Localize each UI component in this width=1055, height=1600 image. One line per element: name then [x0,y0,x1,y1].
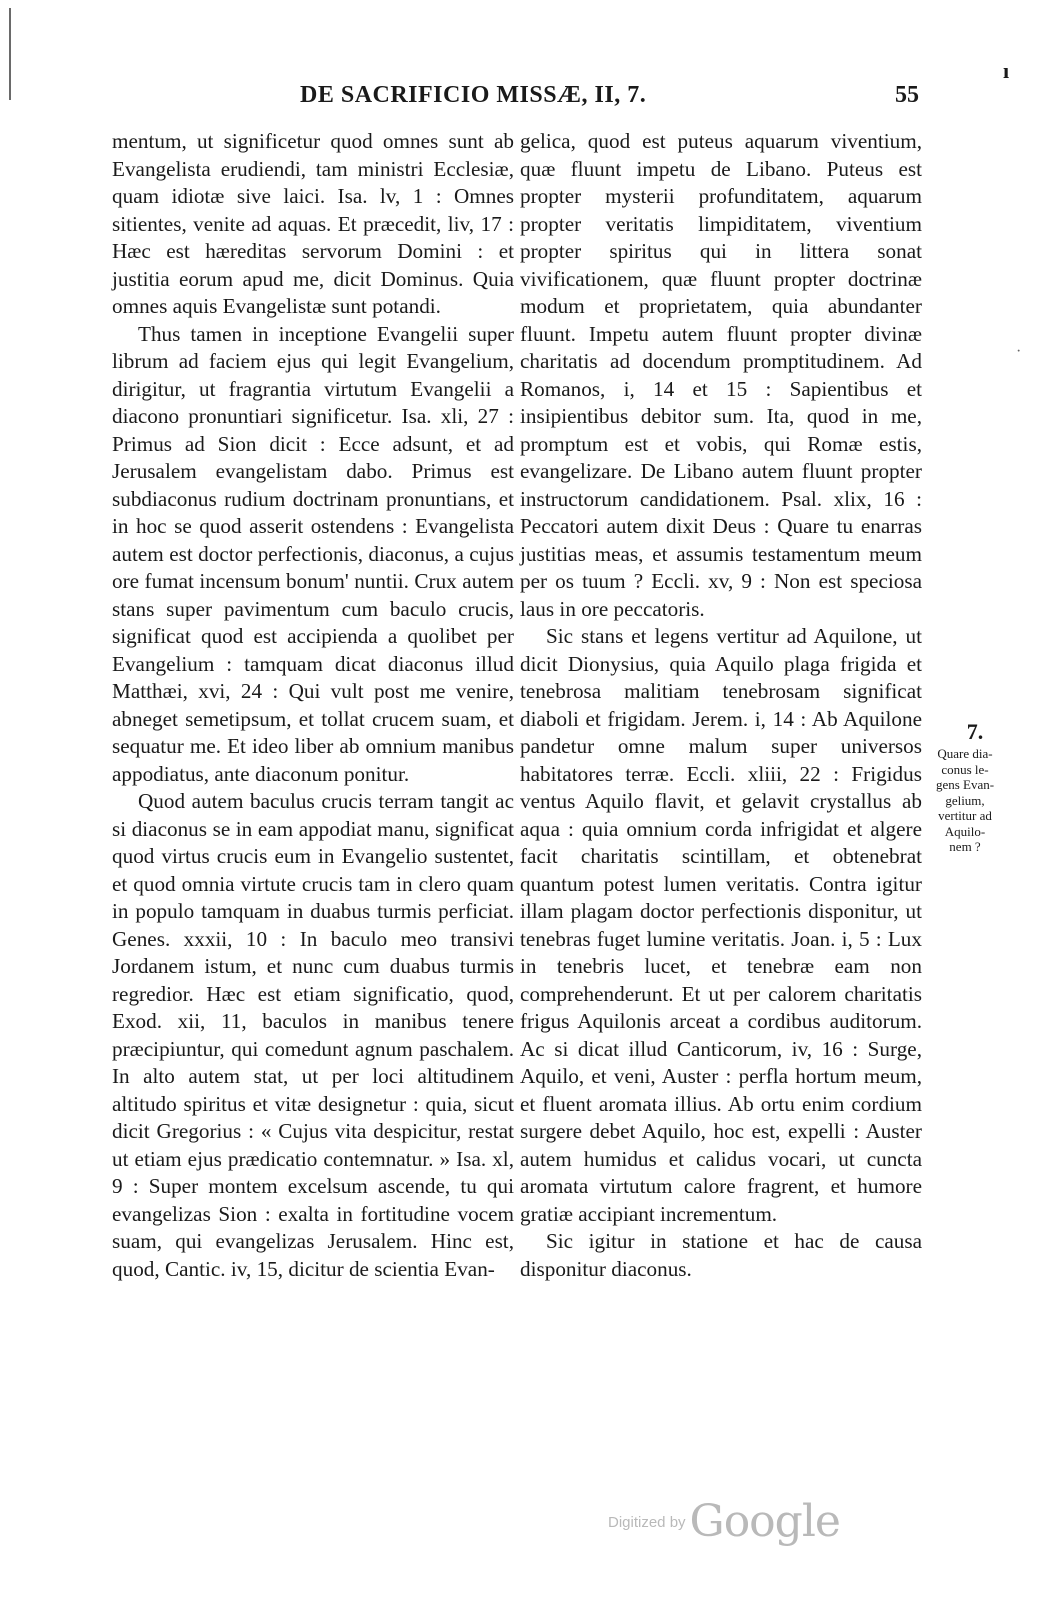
watermark-prefix: Digitized by [608,1514,686,1531]
corner-mark: ı [1003,58,1010,83]
left-column [112,128,514,1283]
google-logo: Google [689,1496,840,1547]
left-paragraph-1: mentum, ut significetur quod omnes sunt ab Evangelista erudiendi, tam ministri Ecclesiæ, quam idiotæ sive laici. Isa. lv, 1 : Omnes sitientes, venite ad aquas. Et præcedit, liv, 17 : Hæc est hæreditas servorum Domini : et justitia eorum apud me, dicit Dominus. Quia omnes aquis Evangelistæ sunt potandi. [112,129,514,318]
page-edge-line [9,8,11,100]
margin-dot: · [1016,343,1022,360]
margin-note: Quare dia- conus le- gens Evan- gelium, vertitur ad Aquilo- nem ? [935,746,995,854]
digitized-watermark [608,1496,840,1547]
running-head: DE SACRIFICIO MISSÆ, II, 7. [300,82,647,108]
left-paragraph-3: Quod autem baculus crucis terram tangit ac si diaconus se in eam appodiat manu, significat quod virtus crucis eum in Evangelio sustentet, et quod omnia virtute crucis tam in clero quam in populo tamquam in duabus turmis perficiat. Genes. xxxii, 10 : In baculo meo transivi Jordanem istum, et nunc cum duabus turmis regredior. Hæc est etiam significatio, quod, Exod. xii, 11, baculos in manibus tenere præcipiuntur, qui comedunt agnum paschalem. In alto autem stat, ut per loci altitudinem altitudo spiritus et vitæ designetur : quia, sicut dicit Gregorius : « Cujus vita despicitur, restat ut etiam ejus prædicatio contemnatur. » Isa. xl, 9 : Super montem excelsum ascende, tu qui evangelizas Sion : exalta in fortitudine vocem suam, qui evangelizas Jerusalem. Hinc est, quod, Cantic. iv, 15, dicitur de scientia Evan- [112,789,514,1281]
right-paragraph-2: Sic stans et legens vertitur ad Aquilone, ut dicit Dionysius, quia Aquilo plaga frigida et tenebrosa malitiam tenebrosam significat diaboli et frigidam. Jerem. i, 14 : Ab Aquilone pandetur omne malum super universos habitatores terræ. Eccli. xliii, 22 : Frigidus ventus Aquilo flavit, et gelavit crystallus ab aqua : quia omnium corda infrigidat et algere facit charitatis scintillam, et obtenebrat quantum potest lumen veritatis. Contra igitur illam plagam doctor perfectionis disponitur, ut tenebras fuget lumine veritatis. Joan. i, 5 : Lux in tenebris lucet, et tenebræ eam non comprehenderunt. Et ut per calorem charitatis frigus Aquilonis arceat a cordibus auditorum. Ac si dicat illud Canticorum, iv, 16 : Surge, Aquilo, et veni, Auster : perfla hortum meum, et fluent aromata illius. Ab ortu enim cordium surgere debet Aquilo, hoc est, expelli : Auster autem humidus et calidus vocari, ut cuncta aromata virtutum calore fragrent, et humore gratiæ accipiant incrementum. [520,624,922,1226]
page-number: 55 [895,82,919,108]
left-paragraph-2: Thus tamen in inceptione Evangelii super librum ad faciem ejus qui legit Evangelium, dirigitur, ut fragrantia virtutum Evangelii a diacono pronuntiari significetur. Isa. xli, 27 : Primus ad Sion dicit : Ecce adsunt, et ad Jerusalem evangelistam dabo. Primus est subdiaconus rudium doctrinam pronuntians, et in hoc se quod asserit ostendens : Evangelista autem est doctor perfectionis, diaconus, a cujus ore fumat incensum bonum' nuntii. Crux autem stans super pavimentum cum baculo crucis, significat quod est accipienda a quolibet per Evangelium : tamquam dicat diaconus illud Matthæi, xvi, 24 : Qui vult post me venire, abneget semetipsum, et tollat crucem suam, et sequatur me. Et ideo liber ab omnium manibus appodiatus, ante diaconum ponitur. [112,321,514,786]
margin-section-number: 7. [966,719,984,744]
right-paragraph-1: gelica, quod est puteus aquarum viventium, quæ fluunt impetu de Libano. Puteus est propter mysterii profunditatem, aquarum propter veritatis limpiditatem, viventium propter spiritus qui in littera sonat vivificationem, quæ fluunt propter doctrinæ modum et proprietatem, quia abundanter fluunt. Impetu autem fluunt propter divinæ charitatis ad docendum promptitudinem. Ad Romanos, i, 14 et 15 : Sapientibus et insipientibus debitor sum. Ita, quod in me, promptum est et vobis, qui Romæ estis, evangelizare. De Libano autem fluunt propter instructorum candidationem. Psal. xlix, 16 : Peccatori autem dixit Deus : Quare tu enarras justitias meas, et assumis testamentum meum per os tuum ? Eccli. xv, 9 : Non est speciosa laus in ore peccatoris. [520,129,922,621]
right-paragraph-3: Sic igitur in statione et hac de causa disponitur diaconus. [520,1229,922,1281]
right-column [520,128,922,1283]
